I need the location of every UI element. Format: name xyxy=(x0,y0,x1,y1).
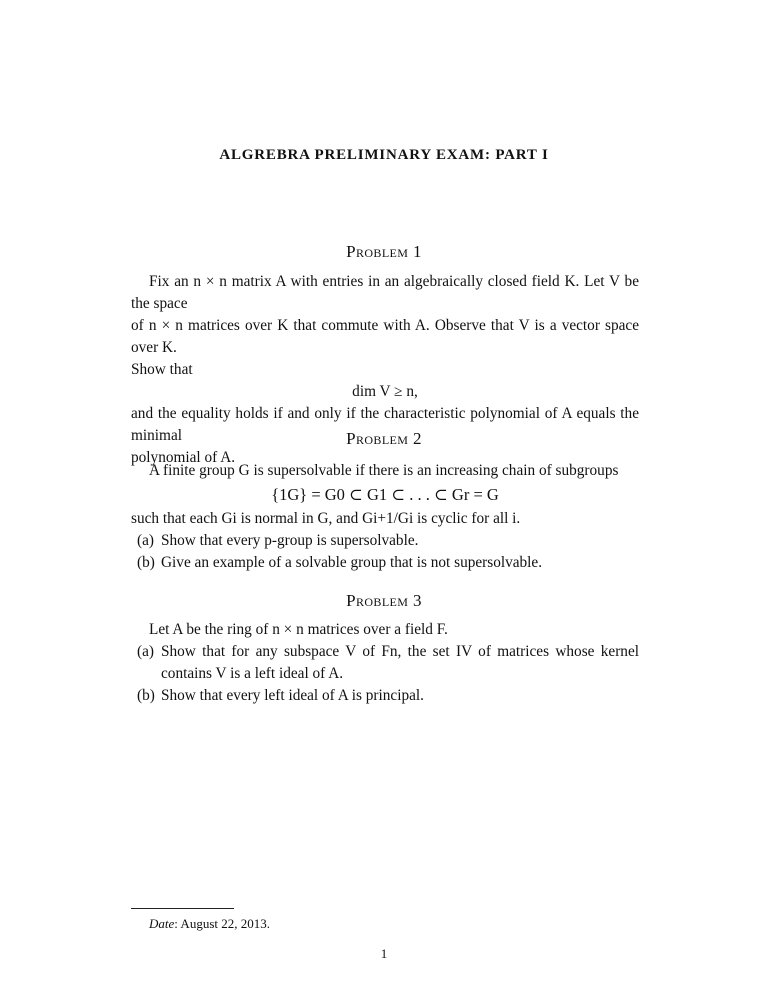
part-text: Show that for any subspace V of Fn, the set IV of matrices whose kernel contains V is a left ideal of A. xyxy=(161,643,639,682)
problem-2-outro: such that each Gi is normal in G, and Gi+1/Gi is cyclic for all i. xyxy=(131,510,521,527)
problem-1-line-2: of n × n matrices over K that commute with A. Observe that V is a vector space over K. xyxy=(131,317,639,356)
problem-2-body xyxy=(131,460,639,574)
problem-1-heading: Problem 1 xyxy=(346,242,422,261)
problem-2-heading: Problem 2 xyxy=(346,429,422,448)
problem-1-line-3: Show that xyxy=(131,361,193,378)
part-label: (a) xyxy=(137,643,154,660)
problem-3-intro: Let A be the ring of n × n matrices over a field F. xyxy=(149,621,448,638)
part-label: (b) xyxy=(137,687,155,704)
problem-3-part-b xyxy=(131,685,639,707)
problem-3-body xyxy=(131,619,639,707)
problem-3-part-a xyxy=(131,641,639,685)
part-label: (b) xyxy=(137,554,155,571)
problem-1-line-4: and the equality holds if and only if the characteristic polynomial of A equals the minimal xyxy=(131,405,639,444)
footnote xyxy=(149,916,270,932)
problem-1-line-5: polynomial of A. xyxy=(131,449,236,466)
footnote-label: Date xyxy=(149,916,175,931)
problem-1-display-math: dim V ≥ n, xyxy=(352,383,418,400)
exam-title: ALGREBRA PRELIMINARY EXAM: PART I xyxy=(219,147,549,163)
problem-2-intro: A finite group G is supersolvable if there is an increasing chain of subgroups xyxy=(149,462,619,479)
problem-2-part-b xyxy=(131,552,639,574)
footnote-text: : August 22, 2013. xyxy=(174,916,270,931)
problem-1-line-1: Fix an n × n matrix A with entries in an algebraically closed field K. Let V be the space xyxy=(131,273,639,312)
part-text: Give an example of a solvable group that is not supersolvable. xyxy=(161,554,543,571)
part-text: Show that every p-group is supersolvable. xyxy=(161,532,419,549)
problem-2-display-math: {1G} = G0 ⊂ G1 ⊂ . . . ⊂ Gr = G xyxy=(271,485,499,504)
problem-2-part-a xyxy=(131,530,639,552)
part-label: (a) xyxy=(137,532,154,549)
page-number: 1 xyxy=(380,946,388,961)
footnote-rule xyxy=(131,908,234,909)
problem-3-heading: Problem 3 xyxy=(346,591,422,610)
part-text: Show that every left ideal of A is principal. xyxy=(161,687,424,704)
